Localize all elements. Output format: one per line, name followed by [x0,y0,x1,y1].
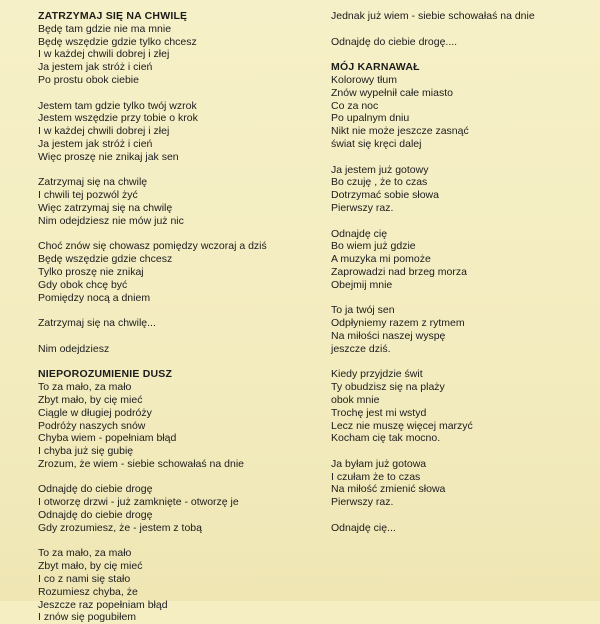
lyric-line: Rozumiesz chyba, że [38,585,138,598]
lyric-line: Po prostu obok ciebie [38,73,139,86]
stanza-gap [331,509,586,522]
lyric-line: Zbyt mało, by cię mieć [38,560,143,573]
stanza-gap [331,215,586,228]
lyric-line: Gdy obok chcę być [38,278,128,291]
lyric-line: Kocham cię tak mocno. [331,432,441,445]
stanza-gap [331,151,586,164]
lyric-line: Na miłość zmienić słowa [331,483,446,496]
lyric-line: Jestem tam gdzie tylko twój wzrok [38,99,197,112]
lyric-line: Więc proszę nie znikaj jak sen [38,150,179,163]
lyric-line: Nim odejdziesz nie mów już nic [38,214,184,227]
lyric-line: To za mało, za mało [38,381,132,394]
lyric-line: Odpłyniemy razem z rytmem [331,317,465,330]
lyric-line: Ja jestem jak stróż i cień [38,61,153,74]
lyric-line: Ja jestem już gotowy [331,163,429,176]
lyric-line: Zaprowadzi nad brzeg morza [331,265,467,278]
lyric-line: A muzyka mi pomoże [331,253,431,266]
lyric-line: Więc zatrzymaj się na chwilę [38,201,173,214]
lyric-line: Odnajdę do ciebie drogę.... [331,35,458,48]
lyric-line: Zbyt mało, by cię mieć [38,393,143,406]
stanza-gap [38,471,308,484]
lyric-line: Lecz nie muszę więcej marzyć [331,419,473,432]
lyric-line: I chyba już się gubię [38,445,134,458]
lyric-line: Obejmij mnie [331,278,393,291]
lyric-line: Będę tam gdzie nie ma mnie [38,22,172,35]
lyric-line: Odnajdę do ciebie drogę [38,509,153,522]
song-title: ZATRZYMAJ SIĘ NA CHWILĘ [38,10,188,22]
stanza-gap [38,87,308,100]
lyric-line: Zatrzymaj się na chwilę [38,176,148,189]
lyric-line: Ty obudzisz się na plaży [331,381,445,394]
lyric-line: Odnajdę cię... [331,521,396,534]
lyric-line: Co za noc [331,99,379,112]
lyric-line: I co z nami się stało [38,573,131,586]
lyric-line: Zatrzymaj się na chwilę... [38,317,156,330]
lyric-line: Na miłości naszej wyspę [331,329,446,342]
lyric-line: jeszcze dziś. [331,342,391,355]
lyric-line: Nim odejdziesz [38,342,110,355]
lyric-line: świat się kręci dalej [331,137,422,150]
lyric-line: Kolorowy tłum [331,73,397,86]
stanza-gap [331,23,586,36]
lyric-line: Ciągle w długiej podróży [38,406,152,419]
lyric-line: Ja jestem jak stróż i cień [38,137,153,150]
lyric-line: Zrozum, że wiem - siebie schowałaś na dnie [38,457,245,470]
song-title: MÓJ KARNAWAŁ [331,61,420,74]
lyric-line: Chyba wiem - popełniam błąd [38,432,177,445]
stanza-gap [38,330,308,343]
song-title: NIEPOROZUMIENIE DUSZ [38,368,173,381]
lyric-line: I w każdej chwili dobrej i złej [38,125,170,138]
lyric-line: I w każdej chwili dobrej i złej [38,48,170,61]
lyric-line: Jednak już wiem - siebie schowałaś na dnie [331,10,535,22]
lyric-line: Nikt nie może jeszcze zasnąć [331,125,469,138]
lyric-line: Jestem wszędzie przy tobie o krok [38,112,198,125]
stanza-gap [38,164,308,177]
lyric-line: Będę wszędzie gdzie chcesz [38,253,173,266]
stanza-gap [38,535,308,548]
lyric-line: Odnajdę do ciebie drogę [38,483,153,496]
lyric-line: Bo czuję , że to czas [331,176,428,189]
lyric-line: Bo wiem już gdzie [331,240,416,253]
right-column [331,10,586,535]
stanza-gap [331,356,586,369]
lyric-line: Tylko proszę nie znikaj [38,265,144,278]
lyric-line: Kiedy przyjdzie świt [331,368,423,381]
stanza-gap [331,48,586,61]
lyric-line: Jeszcze raz popełniam błąd [38,598,168,611]
lyric-line: Gdy zrozumiesz, że - jestem z tobą [38,521,202,534]
lyric-line: Choć znów się chowasz pomiędzy wczoraj a dziś [38,240,267,253]
lyric-line: I chwili tej pozwól żyć [38,189,138,202]
lyric-line: Pierwszy raz. [331,201,394,214]
lyric-line: I znów się pogubiłem [38,611,137,624]
lyric-line: Dotrzymać sobie słowa [331,189,439,202]
lyric-line: Po upalnym dniu [331,112,410,125]
stanza-gap [38,356,308,369]
lyric-line: Odnajdę cię [331,227,388,240]
lyric-line: To za mało, za mało [38,547,132,560]
left-column [38,10,308,624]
lyric-line: Pomiędzy nocą a dniem [38,291,151,304]
lyric-line: Trochę jest mi wstyd [331,406,427,419]
lyric-line: Ja byłam już gotowa [331,457,427,470]
stanza-gap [331,445,586,458]
lyric-line: Podróży naszych snów [38,419,146,432]
lyric-line: Będę wszędzie gdzie tylko chcesz [38,35,197,48]
lyric-line: Znów wypełnił całe miasto [331,86,453,99]
lyric-line: I otworzę drzwi - już zamknięte - otworzę je [38,496,239,509]
stanza-gap [38,228,308,241]
lyric-line: To ja twój sen [331,304,395,317]
lyric-line: Pierwszy raz. [331,496,394,509]
stanza-gap [38,304,308,317]
lyric-line: obok mnie [331,393,380,406]
stanza-gap [331,292,586,305]
lyric-line: I czułam że to czas [331,470,421,483]
